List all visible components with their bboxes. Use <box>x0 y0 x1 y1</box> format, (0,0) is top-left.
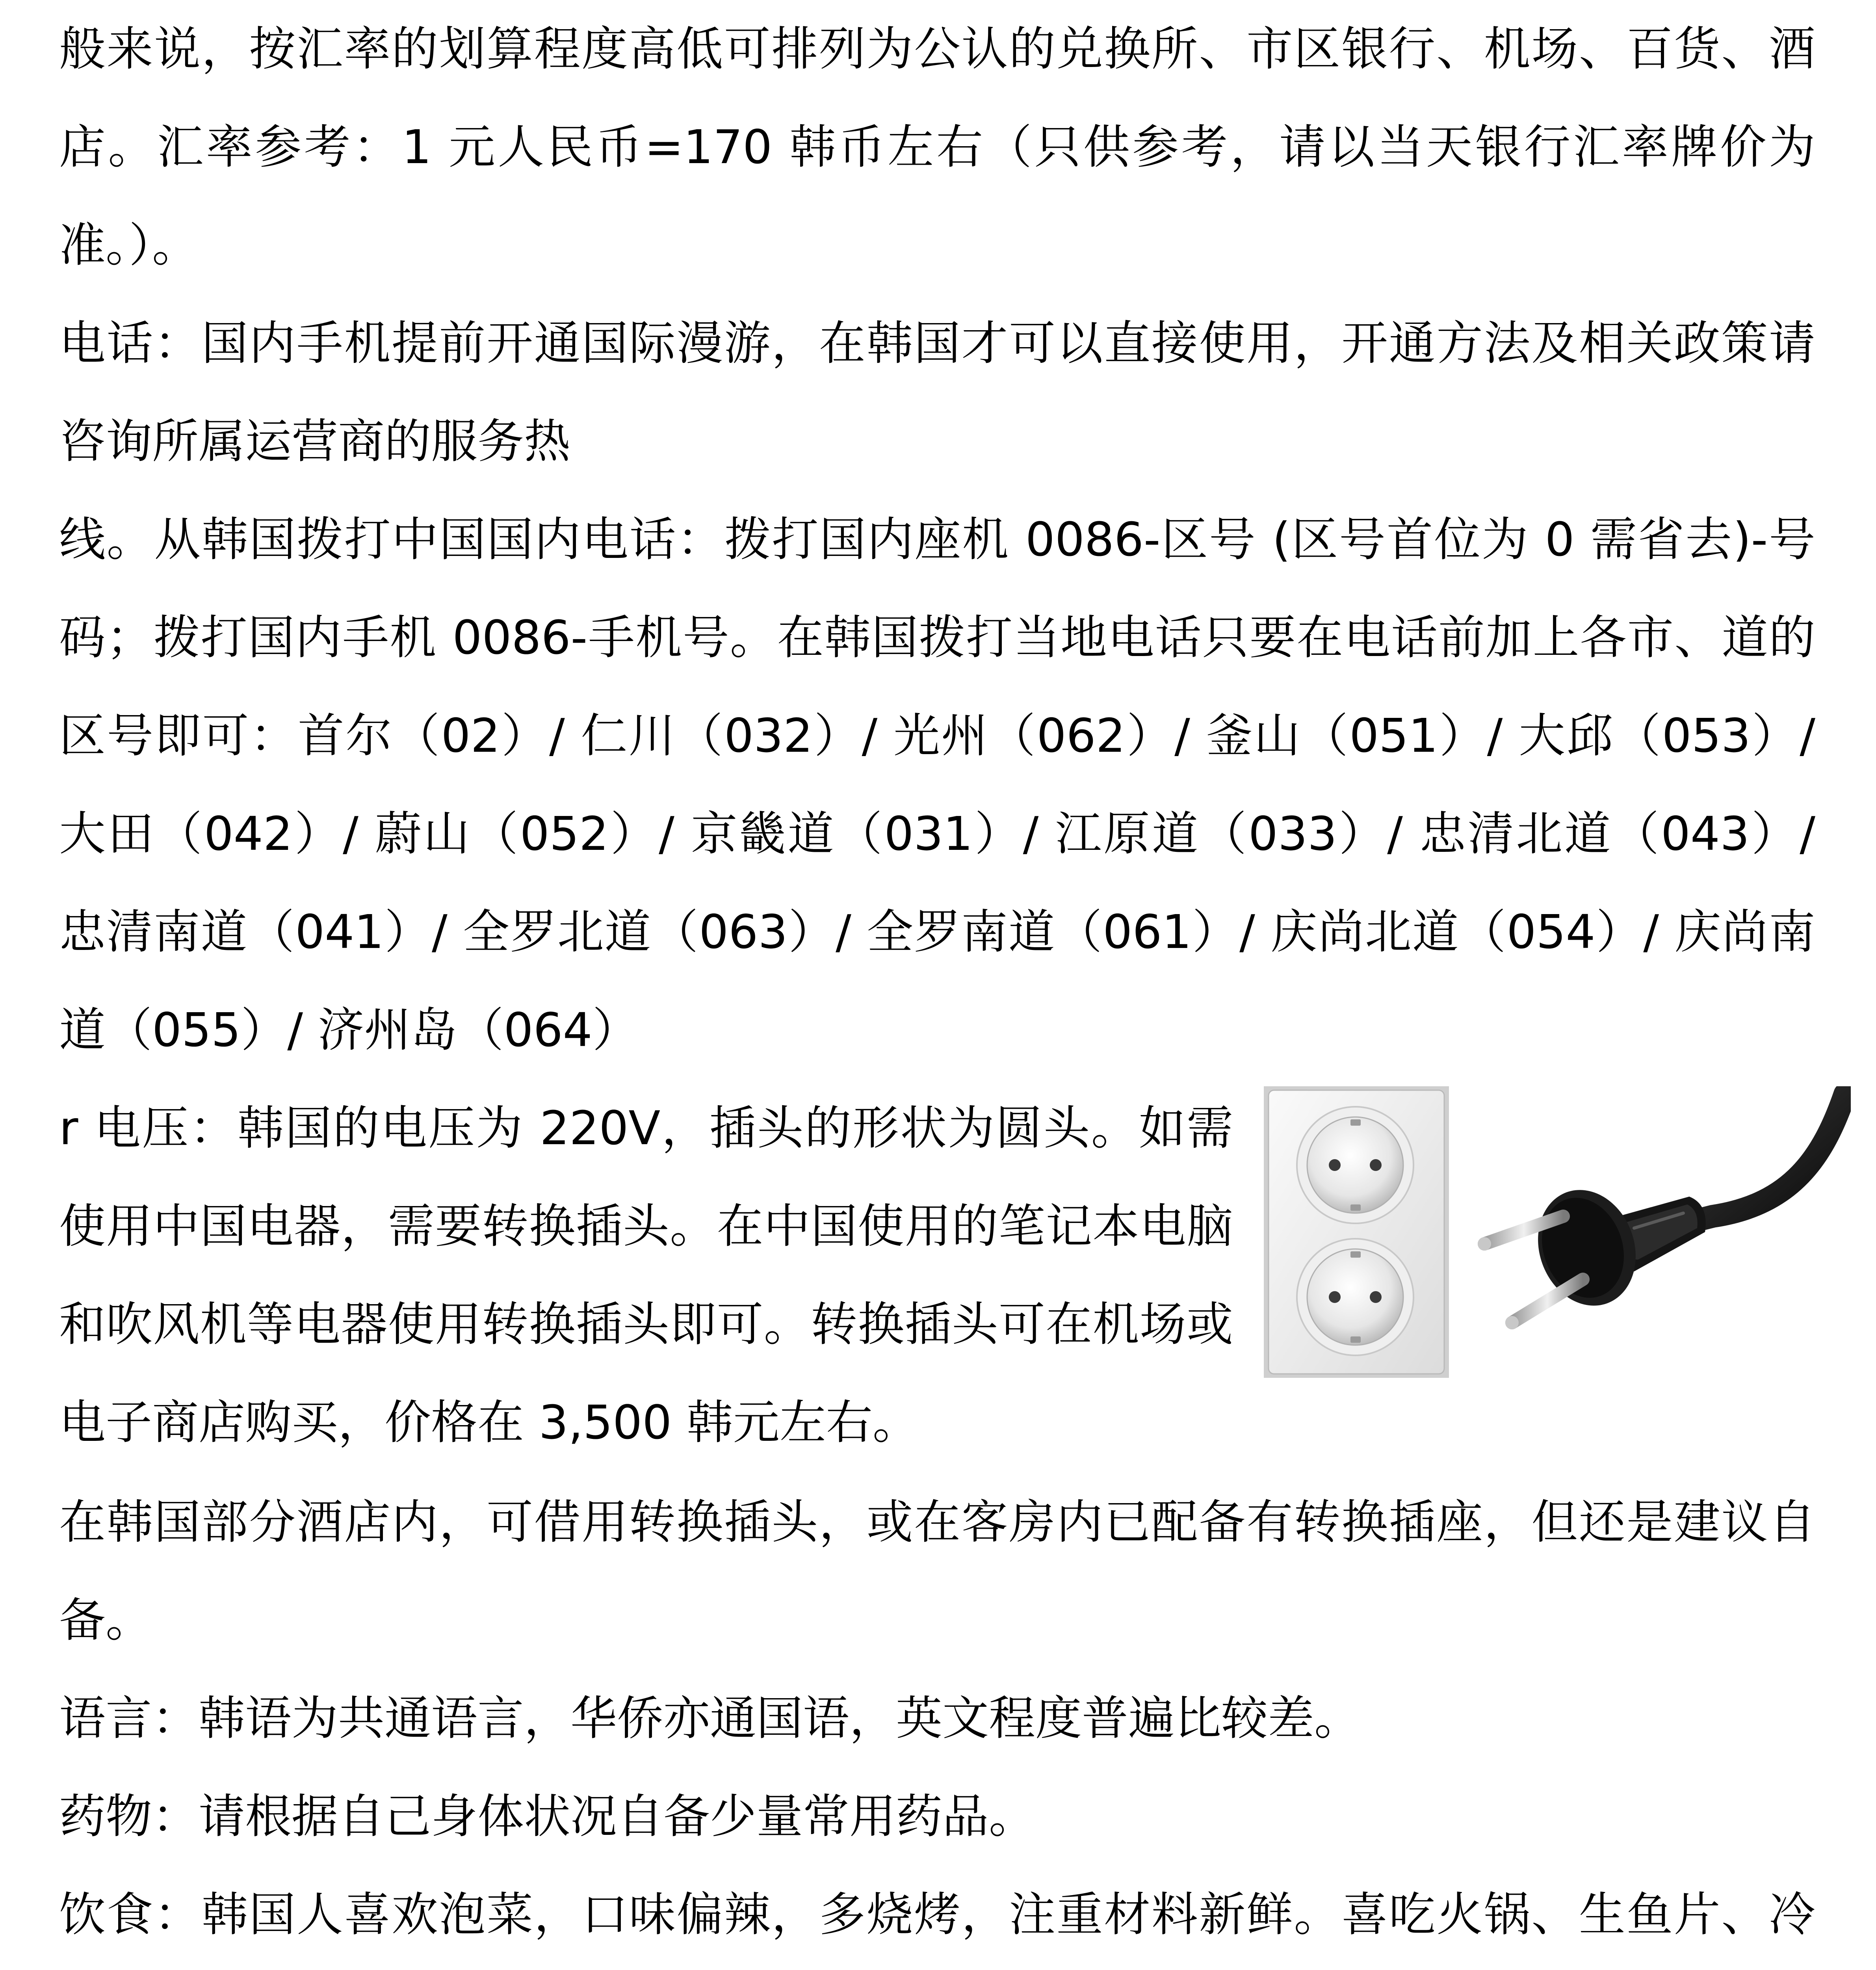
voltage-section <box>59 1079 1815 1473</box>
paragraph-phone-dialing: 线。从韩国拨打中国国内电话：拨打国内座机 0086-区号 (区号首位为 0 需省去)-号码；拨打国内手机 0086-手机号。在韩国拨打当地电话只要在电话前加上各市、道的区号即可：首尔（02）/ 仁川（032）/ 光州（062）/ 釜山（051）/ 大邱（053）/ 大田（042）/ 蔚山（052）/ 京畿道（031）/ 江原道（033）/ 忠清北道（043）/ 忠清南道（041）/ 全罗北道（063）/ 全罗南道（061）/ 庆尚北道（054）/ 庆尚南道（055）/ 济州岛（064） <box>59 512 1815 1057</box>
socket-plug-figure <box>1264 1086 1851 1378</box>
wall-socket-icon <box>1264 1086 1449 1378</box>
paragraph-phone-roaming: 电话：国内手机提前开通国际漫游，在韩国才可以直接使用，开通方法及相关政策请咨询所属运营商的服务热 <box>59 316 1815 468</box>
paragraph-medicine: 药物：请根据自己身体状况自备少量常用药品。 <box>59 1789 1036 1844</box>
details-section <box>59 1473 1815 1970</box>
paragraph-language: 语言：韩语为共通语言，华侨亦通国语，英文程度普遍比较差。 <box>59 1691 1361 1745</box>
paragraph-exchange-rate: 般来说，按汇率的划算程度高低可排列为公认的兑换所、市区银行、机场、百货、酒店。汇率参考：1 元人民币=170 韩币左右（只供参考，请以当天银行汇率牌价为准。）。 <box>59 22 1815 272</box>
paragraph-voltage: r 电压：韩国的电压为 220V，插头的形状为圆头。如需使用中国电器，需要转换插头。在中国使用的笔记本电脑和吹风机等电器使用转换插头即可。转换插头可在机场或电子商店购买，价格在 3,500 韩元左右。 <box>59 1101 1233 1450</box>
intro-section <box>59 0 1815 1079</box>
paragraph-food: 饮食：韩国人喜欢泡菜，口味偏辣，多烧烤，注重材料新鲜。喜吃火锅、生鱼片、冷 <box>59 1887 1815 1942</box>
paragraph-adapter-hotel: 在韩国部分酒店内，可借用转换插头，或在客房内已配备有转换插座，但还是建议自备。 <box>59 1495 1815 1647</box>
plug-icon <box>1469 1086 1851 1378</box>
